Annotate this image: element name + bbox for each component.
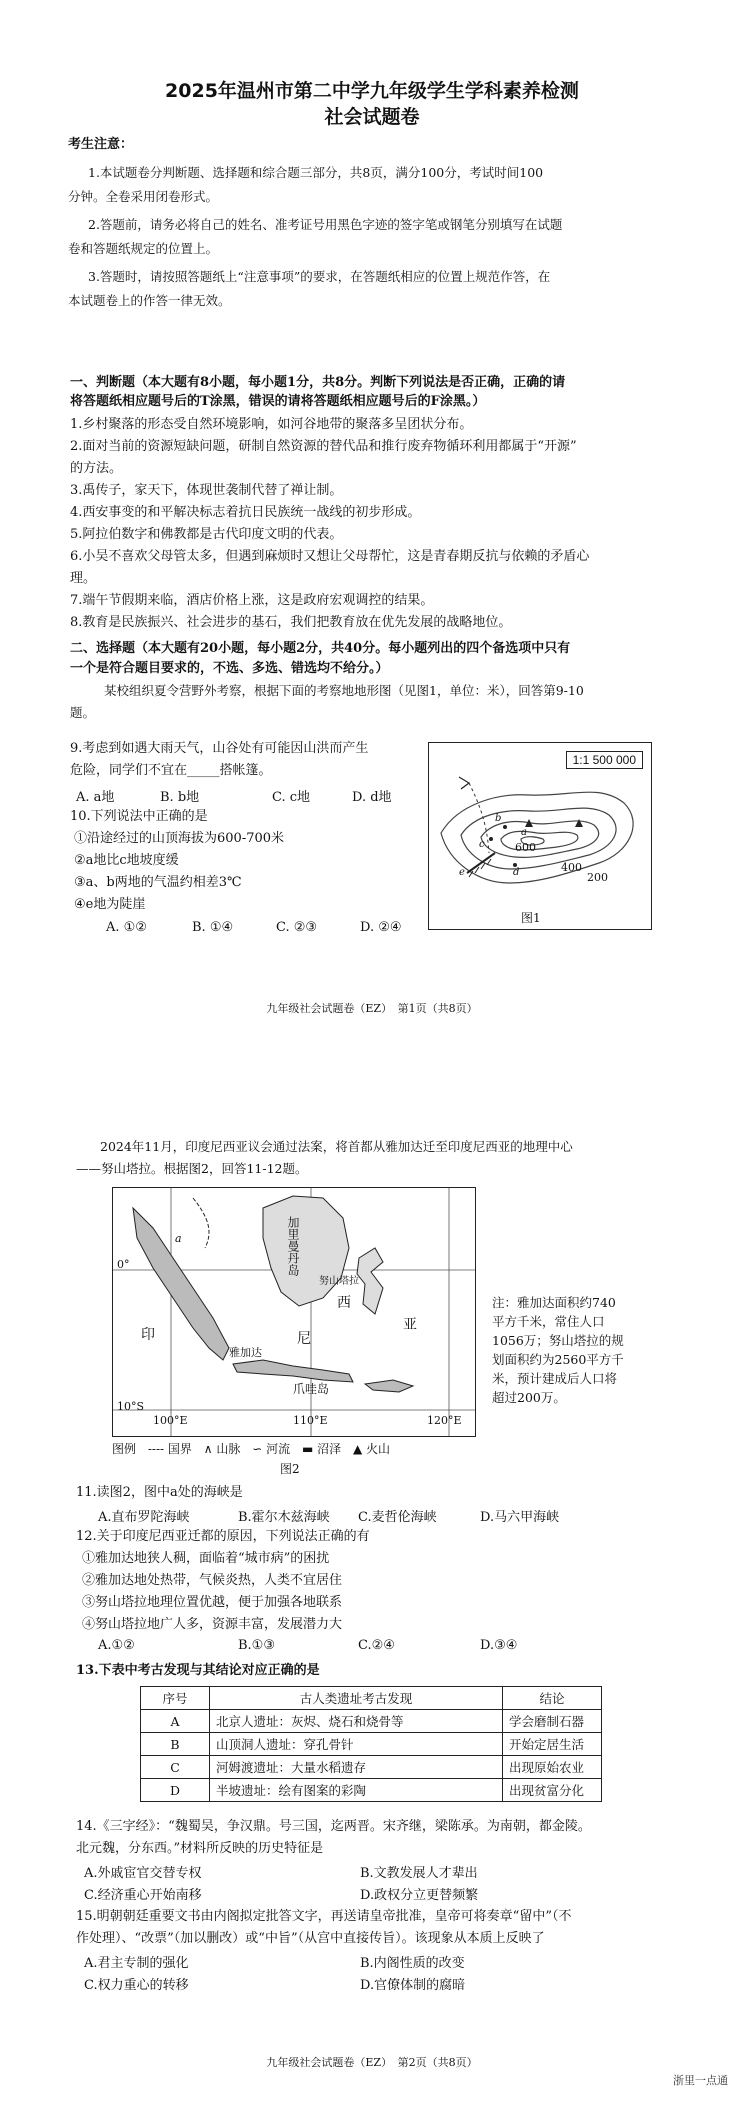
question: 10.下列说法中正确的是 (70, 809, 208, 824)
option: C.麦哲伦海峡 (358, 1510, 437, 1525)
option: A.①② (98, 1638, 135, 1653)
question-intro: ——努山塔拉。根据图2，回答11-12题。 (76, 1161, 308, 1176)
option: D.官僚体制的腐暗 (360, 1978, 466, 1993)
legend-item: 火山 (366, 1442, 391, 1456)
statement: ②a地比c地坡度缓 (74, 853, 179, 868)
notice-item: 2.答题前，请务必将自己的姓名、准考证号用黑色字迹的签字笔或钢笔分别填写在试题 (88, 217, 563, 232)
place-label: a (175, 1232, 182, 1245)
contour-label: 200 (587, 871, 608, 884)
map-legend (112, 1440, 390, 1457)
table-row: A 北京人遗址：灰烬、烧石和烧骨等 学会磨制石器 (141, 1710, 602, 1733)
option: C. c地 (272, 790, 311, 805)
question: 北元魏，分东西。”材料所反映的历史特征是 (76, 1841, 324, 1856)
question: 8.教育是民族振兴、社会进步的基石，我们把教育放在优先发展的战略地位。 (70, 615, 512, 630)
indonesia-map (112, 1187, 476, 1437)
place-label: 努山塔拉 (319, 1276, 359, 1287)
notice-item: 3.答题时，请按照答题纸上“注意事项”的要求，在答题纸相应的位置上规范作答，在 (88, 269, 551, 284)
table-row: B 山顶洞人遗址：穿孔骨针 开始定居生活 (141, 1733, 602, 1756)
option: A. ①② (106, 920, 147, 935)
question: 12.关于印度尼西亚迁都的原因，下列说法正确的有 (76, 1529, 370, 1544)
question: 13.下表中考古发现与其结论对应正确的是 (76, 1663, 320, 1678)
border-line-icon: ---- (147, 1442, 165, 1456)
option: D.马六甲海峡 (480, 1510, 560, 1525)
option: A. a地 (76, 790, 115, 805)
place-label: 西 (337, 1295, 351, 1311)
point-label: d (513, 867, 520, 878)
table-header: 古人类遗址考古发现 (210, 1687, 503, 1710)
section-heading: 一个是符合题目要求的，不选、多选、错选均不给分。） (70, 661, 389, 676)
question: 2.面对当前的资源短缺问题，研制自然资源的替代品和推行废弃物循环利用都属于“开源” (70, 439, 577, 454)
lat-label: 10°S (117, 1400, 145, 1413)
option: D. d地 (352, 790, 392, 805)
lon-label: 100°E (153, 1414, 188, 1427)
option: C.经济重心开始南移 (84, 1888, 202, 1903)
statement: ④e地为陡崖 (74, 897, 146, 912)
contour-lines (429, 743, 651, 929)
question: 11.读图2，图中a处的海峡是 (76, 1485, 243, 1500)
option: B. b地 (160, 790, 200, 805)
place-label: 尼 (297, 1331, 311, 1347)
table-row: D 半坡遗址：绘有图案的彩陶 出现贫富分化 (141, 1779, 602, 1802)
option: A.直布罗陀海峡 (98, 1510, 190, 1525)
lat-label: 0° (117, 1258, 130, 1271)
option: B.文教发展人才辈出 (360, 1866, 478, 1881)
volcano-icon: ▲ (352, 1442, 363, 1456)
place-label: 加里曼丹岛 (286, 1216, 300, 1276)
option: C.②④ (358, 1638, 395, 1653)
statement: ③a、b两地的气温约相差3℃ (74, 875, 242, 890)
option: B.霍尔木兹海峡 (238, 1510, 330, 1525)
point-label: c (479, 839, 485, 850)
legend-item: 山脉 (216, 1442, 241, 1456)
question-intro: 题。 (70, 705, 96, 720)
place-label: 印 (141, 1327, 155, 1343)
figure-caption: 图1 (521, 911, 541, 925)
lon-label: 110°E (293, 1414, 328, 1427)
table-row: C 河姆渡遗址：大量水稻遗存 出现原始农业 (141, 1756, 602, 1779)
contour-map (428, 742, 652, 930)
option: C. ②③ (276, 920, 318, 935)
option: B.①③ (238, 1638, 275, 1653)
question: 15.明朝朝廷重要文书由内阁拟定批答文字，再送请皇帝批准，皇帝可将奏章“留中”（不 (76, 1909, 572, 1924)
river-icon: ∽ (252, 1442, 263, 1456)
question: 的方法。 (70, 461, 123, 476)
table-header: 结论 (503, 1687, 602, 1710)
statement: ①雅加达地狭人稠，面临着“城市病”的困扰 (82, 1551, 330, 1566)
point-label: b (495, 813, 502, 824)
question: 3.禹传子，家天下，体现世袭制代替了禅让制。 (70, 483, 343, 498)
notice-item: 本试题卷上的作答一律无效。 (68, 293, 231, 308)
option: B.内阁性质的改变 (360, 1956, 465, 1971)
option: A.君主专制的强化 (84, 1956, 189, 1971)
place-label: 雅加达 (229, 1346, 262, 1359)
question-intro: 某校组织夏令营野外考察，根据下面的考察地地形图（见图1，单位：米），回答第9-10 (104, 683, 584, 698)
question: 1.乡村聚落的形态受自然环境影响，如河谷地带的聚落多呈团状分布。 (70, 417, 473, 432)
option: D.政权分立更替频繁 (360, 1888, 479, 1903)
contour-label: 400 (561, 861, 582, 874)
lon-label: 120°E (427, 1414, 462, 1427)
legend-title: 图例 (112, 1442, 137, 1456)
statement: ①沿途经过的山顶海拔为600-700米 (74, 831, 285, 846)
section-heading: 将答题纸相应题号后的T涂黑，错误的请将答题纸相应题号后的F涂黑。） (70, 394, 486, 409)
point-label: a (521, 827, 527, 838)
swamp-icon: ▬ (301, 1442, 314, 1456)
section-heading: 二、选择题（本大题有20小题，每小题2分，共40分。每小题列出的四个备选项中只有 (70, 641, 571, 656)
notice-item: 卷和答题纸规定的位置上。 (68, 241, 219, 256)
map-scale: 1:1 500 000 (566, 751, 643, 769)
section-heading: 一、判断题（本大题有8小题，每小题1分，共8分。判断下列说法是否正确，正确的请 (70, 375, 566, 390)
watermark: 浙里一点通 (673, 2075, 728, 2087)
exam-subtitle: 社会试题卷 (324, 106, 420, 128)
question: 5.阿拉伯数字和佛教都是古代印度文明的代表。 (70, 527, 343, 542)
question: 危险，同学们不宜在_____搭帐篷。 (70, 763, 272, 778)
mountain-icon: ∧ (203, 1442, 213, 1456)
table-header: 序号 (141, 1687, 210, 1710)
question-table (140, 1686, 602, 1802)
option: D. ②④ (360, 920, 402, 935)
option: A.外戚宦官交替专权 (84, 1866, 202, 1881)
option: D.③④ (480, 1638, 518, 1653)
legend-item: 河流 (266, 1442, 291, 1456)
exam-title: 2025年温州市第二中学九年级学生学科素养检测 (165, 80, 579, 102)
statement: ②雅加达地处热带，气候炎热，人类不宜居住 (82, 1573, 343, 1588)
map-note: 注：雅加达面积约740 平方千米，常住人口 1056万；努山塔拉的规 划面积约为2560平方千 米，预计建成后人口将 超过200万。 (492, 1295, 624, 1405)
statement: ③努山塔拉地理位置优越，便于加强各地联系 (82, 1595, 343, 1610)
question: 14.《三字经》：“魏蜀吴，争汉鼎。号三国，迄两晋。宋齐继，梁陈承。为南朝，都金陵。 (76, 1819, 591, 1834)
notice-item: 1.本试题卷分判断题、选择题和综合题三部分，共8页，满分100分，考试时间100 (88, 165, 544, 180)
option: B. ①④ (192, 920, 234, 935)
question: 6.小吴不喜欢父母管太多，但遇到麻烦时又想让父母帮忙，这是青春期反抗与依赖的矛盾心 (70, 549, 590, 564)
legend-item: 国界 (167, 1442, 192, 1456)
legend-item: 沼泽 (317, 1442, 342, 1456)
question: 作处理）、“改票”（加以删改）或“中旨”（从宫中直接传旨）。该现象从本质上反映了 (76, 1931, 545, 1946)
statement: ④努山塔拉地广人多，资源丰富，发展潜力大 (82, 1617, 343, 1632)
figure-caption: 图2 (280, 1462, 300, 1476)
page-footer: 九年级社会试题卷（EZ） 第2页（共8页） (266, 2056, 478, 2069)
place-label: 爪哇岛 (293, 1382, 330, 1396)
question-intro: 2024年11月，印度尼西亚议会通过法案，将首都从雅加达迁至印度尼西亚的地理中心 (100, 1139, 573, 1154)
notice-label: 考生注意： (68, 137, 134, 152)
notice-item: 分钟。全卷采用闭卷形式。 (68, 189, 219, 204)
question: 9.考虑到如遇大雨天气，山谷处有可能因山洪而产生 (70, 741, 369, 756)
place-label: 亚 (403, 1317, 417, 1333)
question: 理。 (70, 571, 97, 586)
page-footer: 九年级社会试题卷（EZ） 第1页（共8页） (266, 1002, 478, 1015)
point-label: e (459, 867, 465, 878)
question: 7.端午节假期来临，酒店价格上涨，这是政府宏观调控的结果。 (70, 593, 434, 608)
option: C.权力重心的转移 (84, 1978, 189, 1993)
question: 4.西安事变的和平解决标志着抗日民族统一战线的初步形成。 (70, 505, 421, 520)
contour-label: 600 (515, 841, 536, 854)
